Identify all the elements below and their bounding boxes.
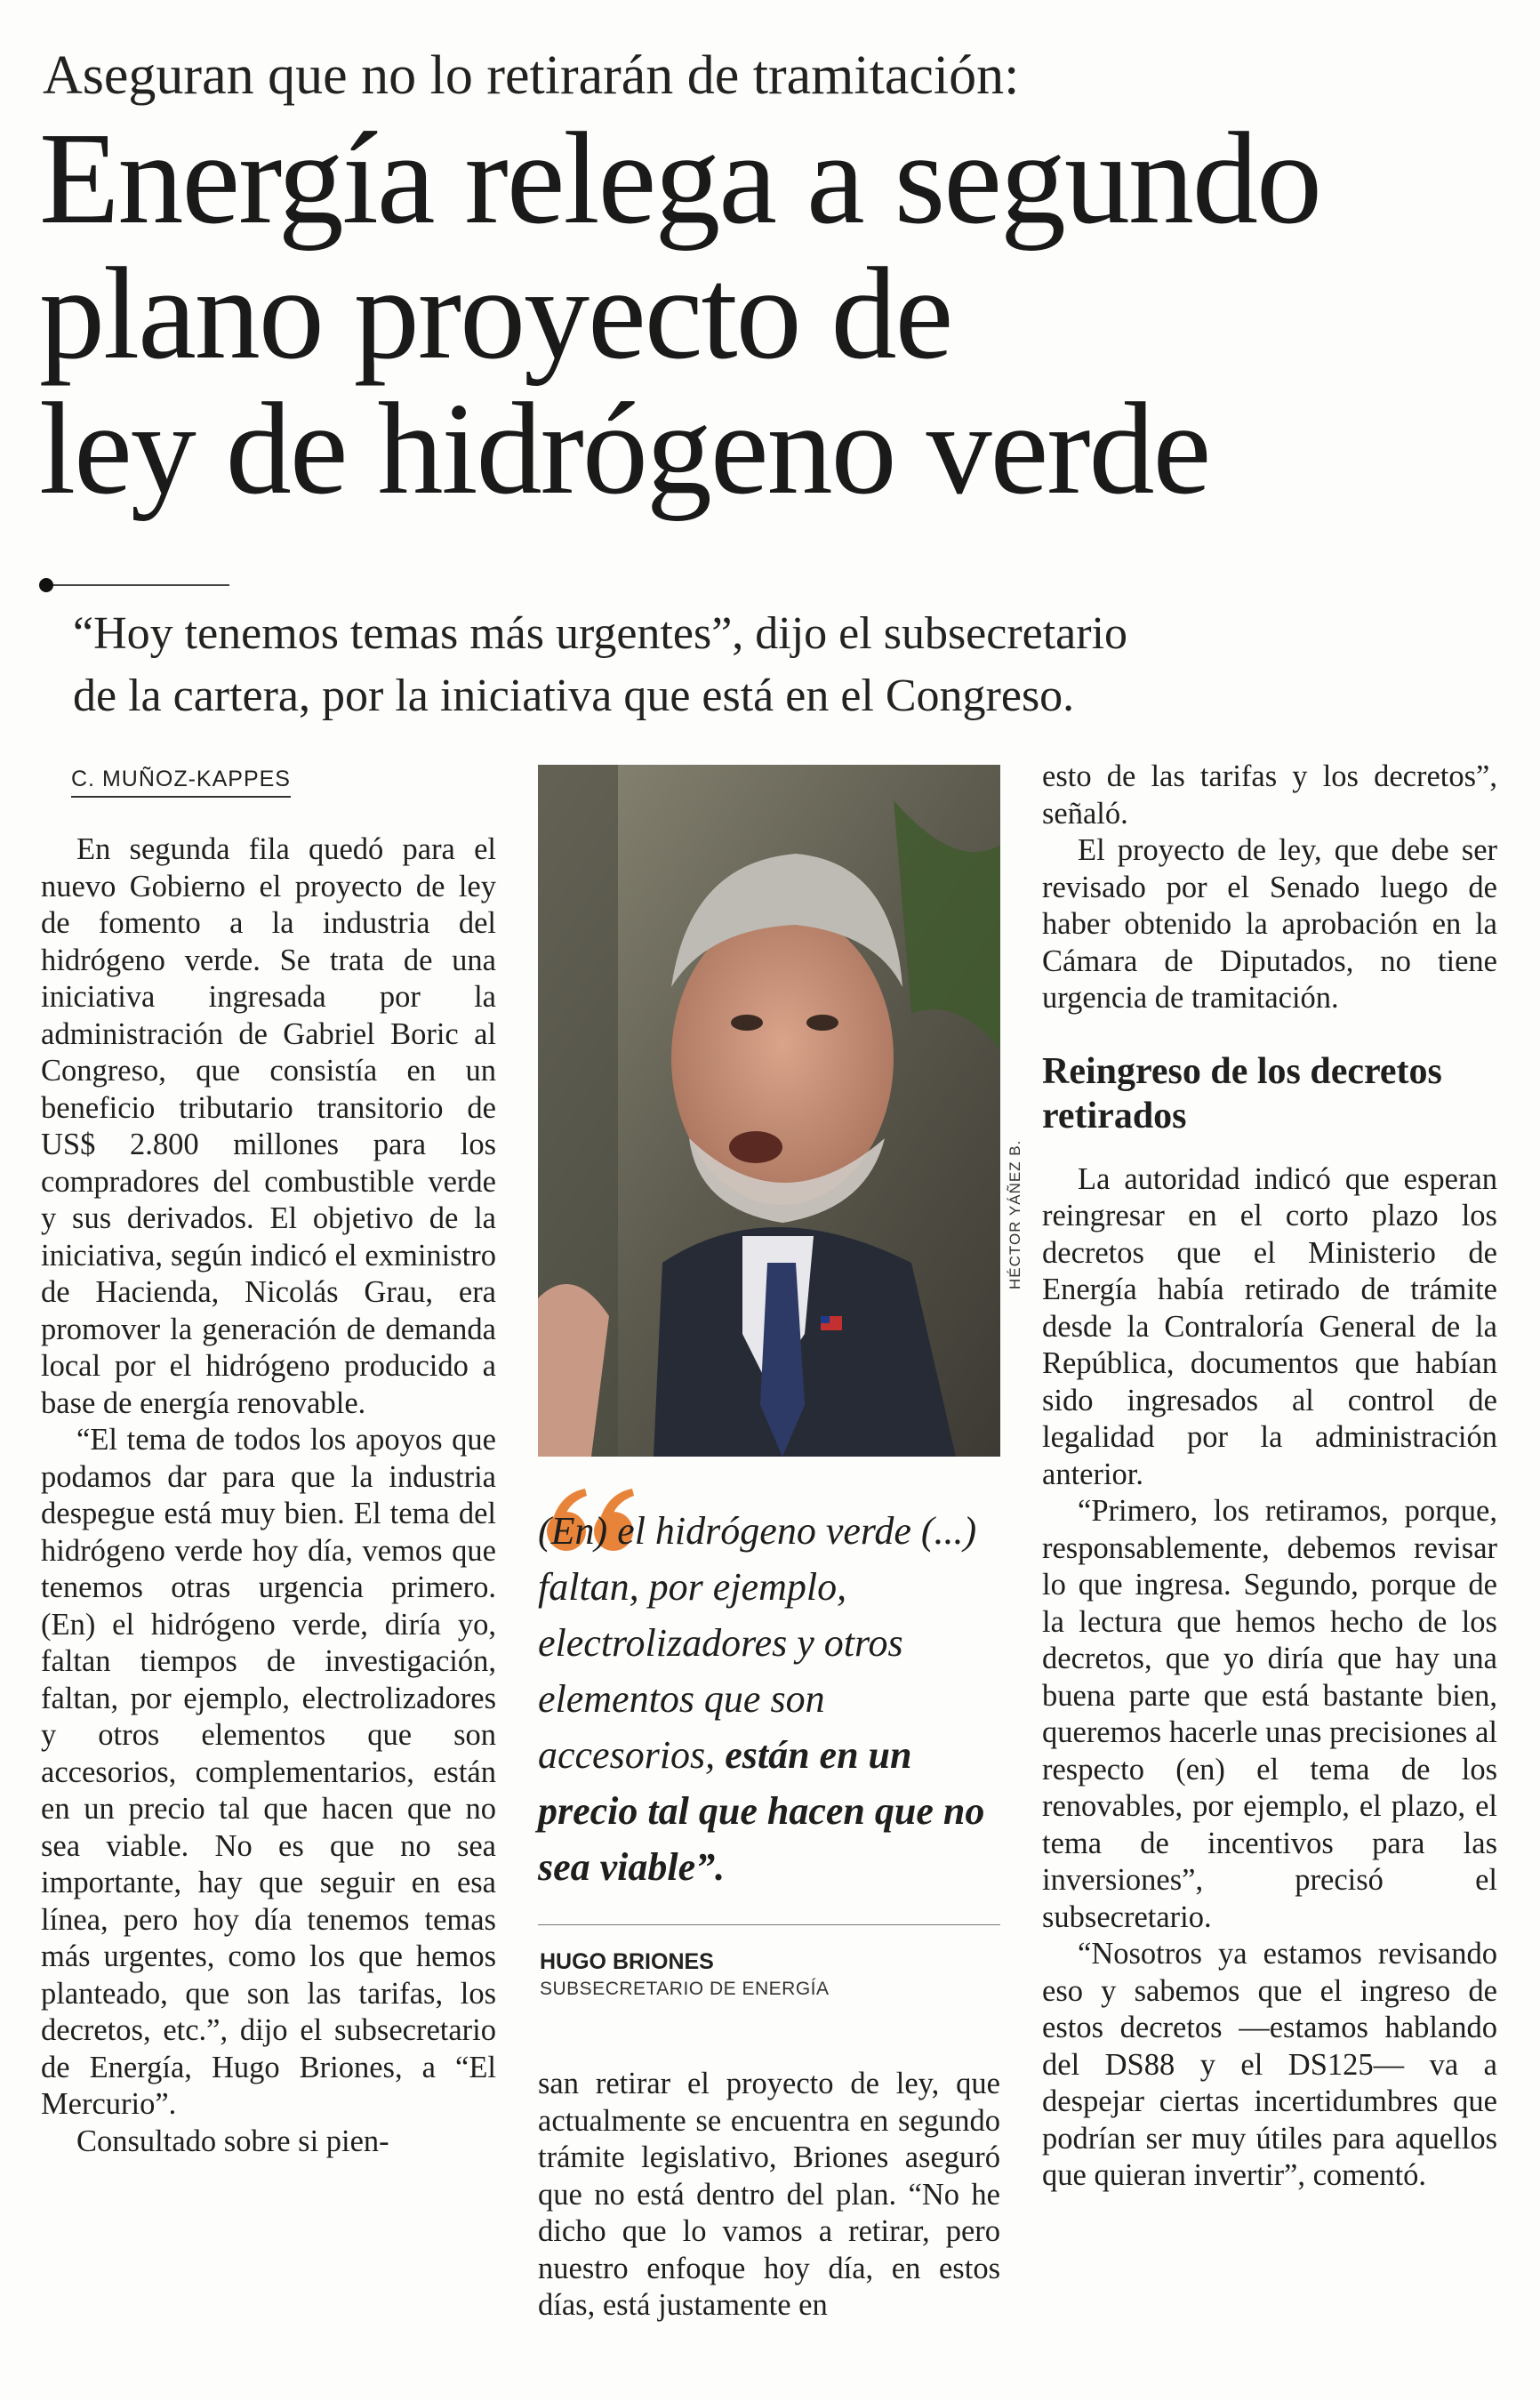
- paragraph: El proyecto de ley, que debe ser revisado por el Senado luego de haber obtenido la aprobación en la Cámara de Diputados, no tiene urgencia de tramitación.: [1042, 833, 1497, 1015]
- headline-line: ley de hidrógeno verde: [39, 376, 1210, 522]
- photo-credit: HÉCTOR YÁÑEZ B.: [1007, 1139, 1023, 1289]
- pull-quote-regular: (En) el hidrógeno verde (...) faltan, por ejemplo, electrolizadores y otros elementos que son accesorios,: [538, 1509, 977, 1777]
- paragraph: En segunda fila quedó para el nuevo Gobierno el proyecto de ley de fomento a la industria del hidrógeno verde. Se trata de una iniciativa ingresada por la administración de Gabriel Boric al Congreso, que consistía en un beneficio tributario transitorio de US$ 2.800 millones para los compradores del combustible verde y sus derivados. El objetivo de la iniciativa, según indicó el exministro de Hacienda, Nicolás Grau, era promover la generación de demanda local por el hidrógeno producido a base de energía renovable.: [41, 832, 496, 1420]
- dek-line: de la cartera, por la iniciativa que está en el Congreso.: [73, 671, 1075, 721]
- pull-quote-bold: están en un precio tal que hacen que no sea viable”.: [538, 1733, 985, 1889]
- dek: [73, 603, 1496, 727]
- headline: [39, 106, 1515, 522]
- quote-source-role: SUBSECRETARIO DE ENERGÍA: [540, 1979, 830, 1999]
- headline-line: Energía relega a segundo: [39, 106, 1320, 252]
- photo-hugo-briones: [538, 765, 1000, 1457]
- paragraph: “El tema de todos los apoyos que podamos dar para que la industria despegue está muy bien. El tema del hidrógeno verde hoy día, vemos que tenemos otras urgencia primero. (En) el hidrógeno verde, diría yo, faltan tiempos de investigación, faltan, por ejemplo, electrolizadores y otros elementos que son accesorios, complementarios, están en un precio tal que hacen que no sea viable. No es que no sea importante, hay que seguir en esa línea, pero hoy día tenemos temas más urgentes, como los que hemos planteado, que son las tarifas, los decretos, etc.”, dijo el subsecretario de Energía, Hugo Briones, a “El Mercurio”.: [41, 1423, 496, 2121]
- subheading: Reingreso de los decretos retirados: [1042, 1050, 1442, 1136]
- portrait-illustration: [538, 765, 1000, 1457]
- paragraph: “Nosotros ya estamos revisando eso y sabemos que el ingreso de estos decretos —estamos hablando del DS88 y el DS125— va a despejar ciertas incertidumbres que podrían ser muy útiles para aquellos que quieran invertir”, comentó.: [1042, 1937, 1497, 2192]
- byline: C. MUÑOZ-KAPPES: [71, 767, 291, 798]
- paragraph: san retirar el proyecto de ley, que actualmente se encuentra en segundo trámite legislativo, Briones aseguró que no está dentro del plan. “No he dicho que lo vamos a retirar, pero nuestro enfoque hoy día, en estos días, está justamente en: [538, 2067, 1000, 2322]
- bullet-dot: [39, 578, 53, 592]
- column-1: [41, 831, 496, 2160]
- quote-source-name: HUGO BRIONES: [540, 1949, 714, 1974]
- column-3: [1042, 759, 1497, 2195]
- paragraph: “Primero, los retiramos, porque, responsablemente, debemos revisar lo que ingresa. Segundo, porque de la lectura que hemos hecho de los decretos, que yo diría que hay una buena parte que está bastante bien, queremos hacerle unas precisiones al respecto (en) el tema de los renovables, por ejemplo, el plazo, el tema de incentivos para las inversiones”, precisó el subsecretario.: [1042, 1494, 1497, 1934]
- divider: [43, 584, 229, 586]
- pull-quote: [538, 1503, 1000, 1895]
- column-2: [538, 2066, 1000, 2325]
- paragraph: La autoridad indicó que esperan reingresar en el corto plazo los decretos que el Ministerio de Energía había retirado de trámite desde la Contraloría General de la República, documentos que habían sido ingresados al control de legalidad por la administración anterior.: [1042, 1161, 1497, 1491]
- paragraph: Consultado sobre si pien-: [76, 2124, 389, 2158]
- headline-line: plano proyecto de: [39, 241, 952, 387]
- quote-divider: [538, 1924, 1000, 1925]
- dek-line: “Hoy tenemos temas más urgentes”, dijo el subsecretario: [73, 608, 1128, 659]
- kicker: Aseguran que no lo retirarán de tramitación:: [43, 45, 1020, 106]
- paragraph: esto de las tarifas y los decretos”, señaló.: [1042, 759, 1497, 831]
